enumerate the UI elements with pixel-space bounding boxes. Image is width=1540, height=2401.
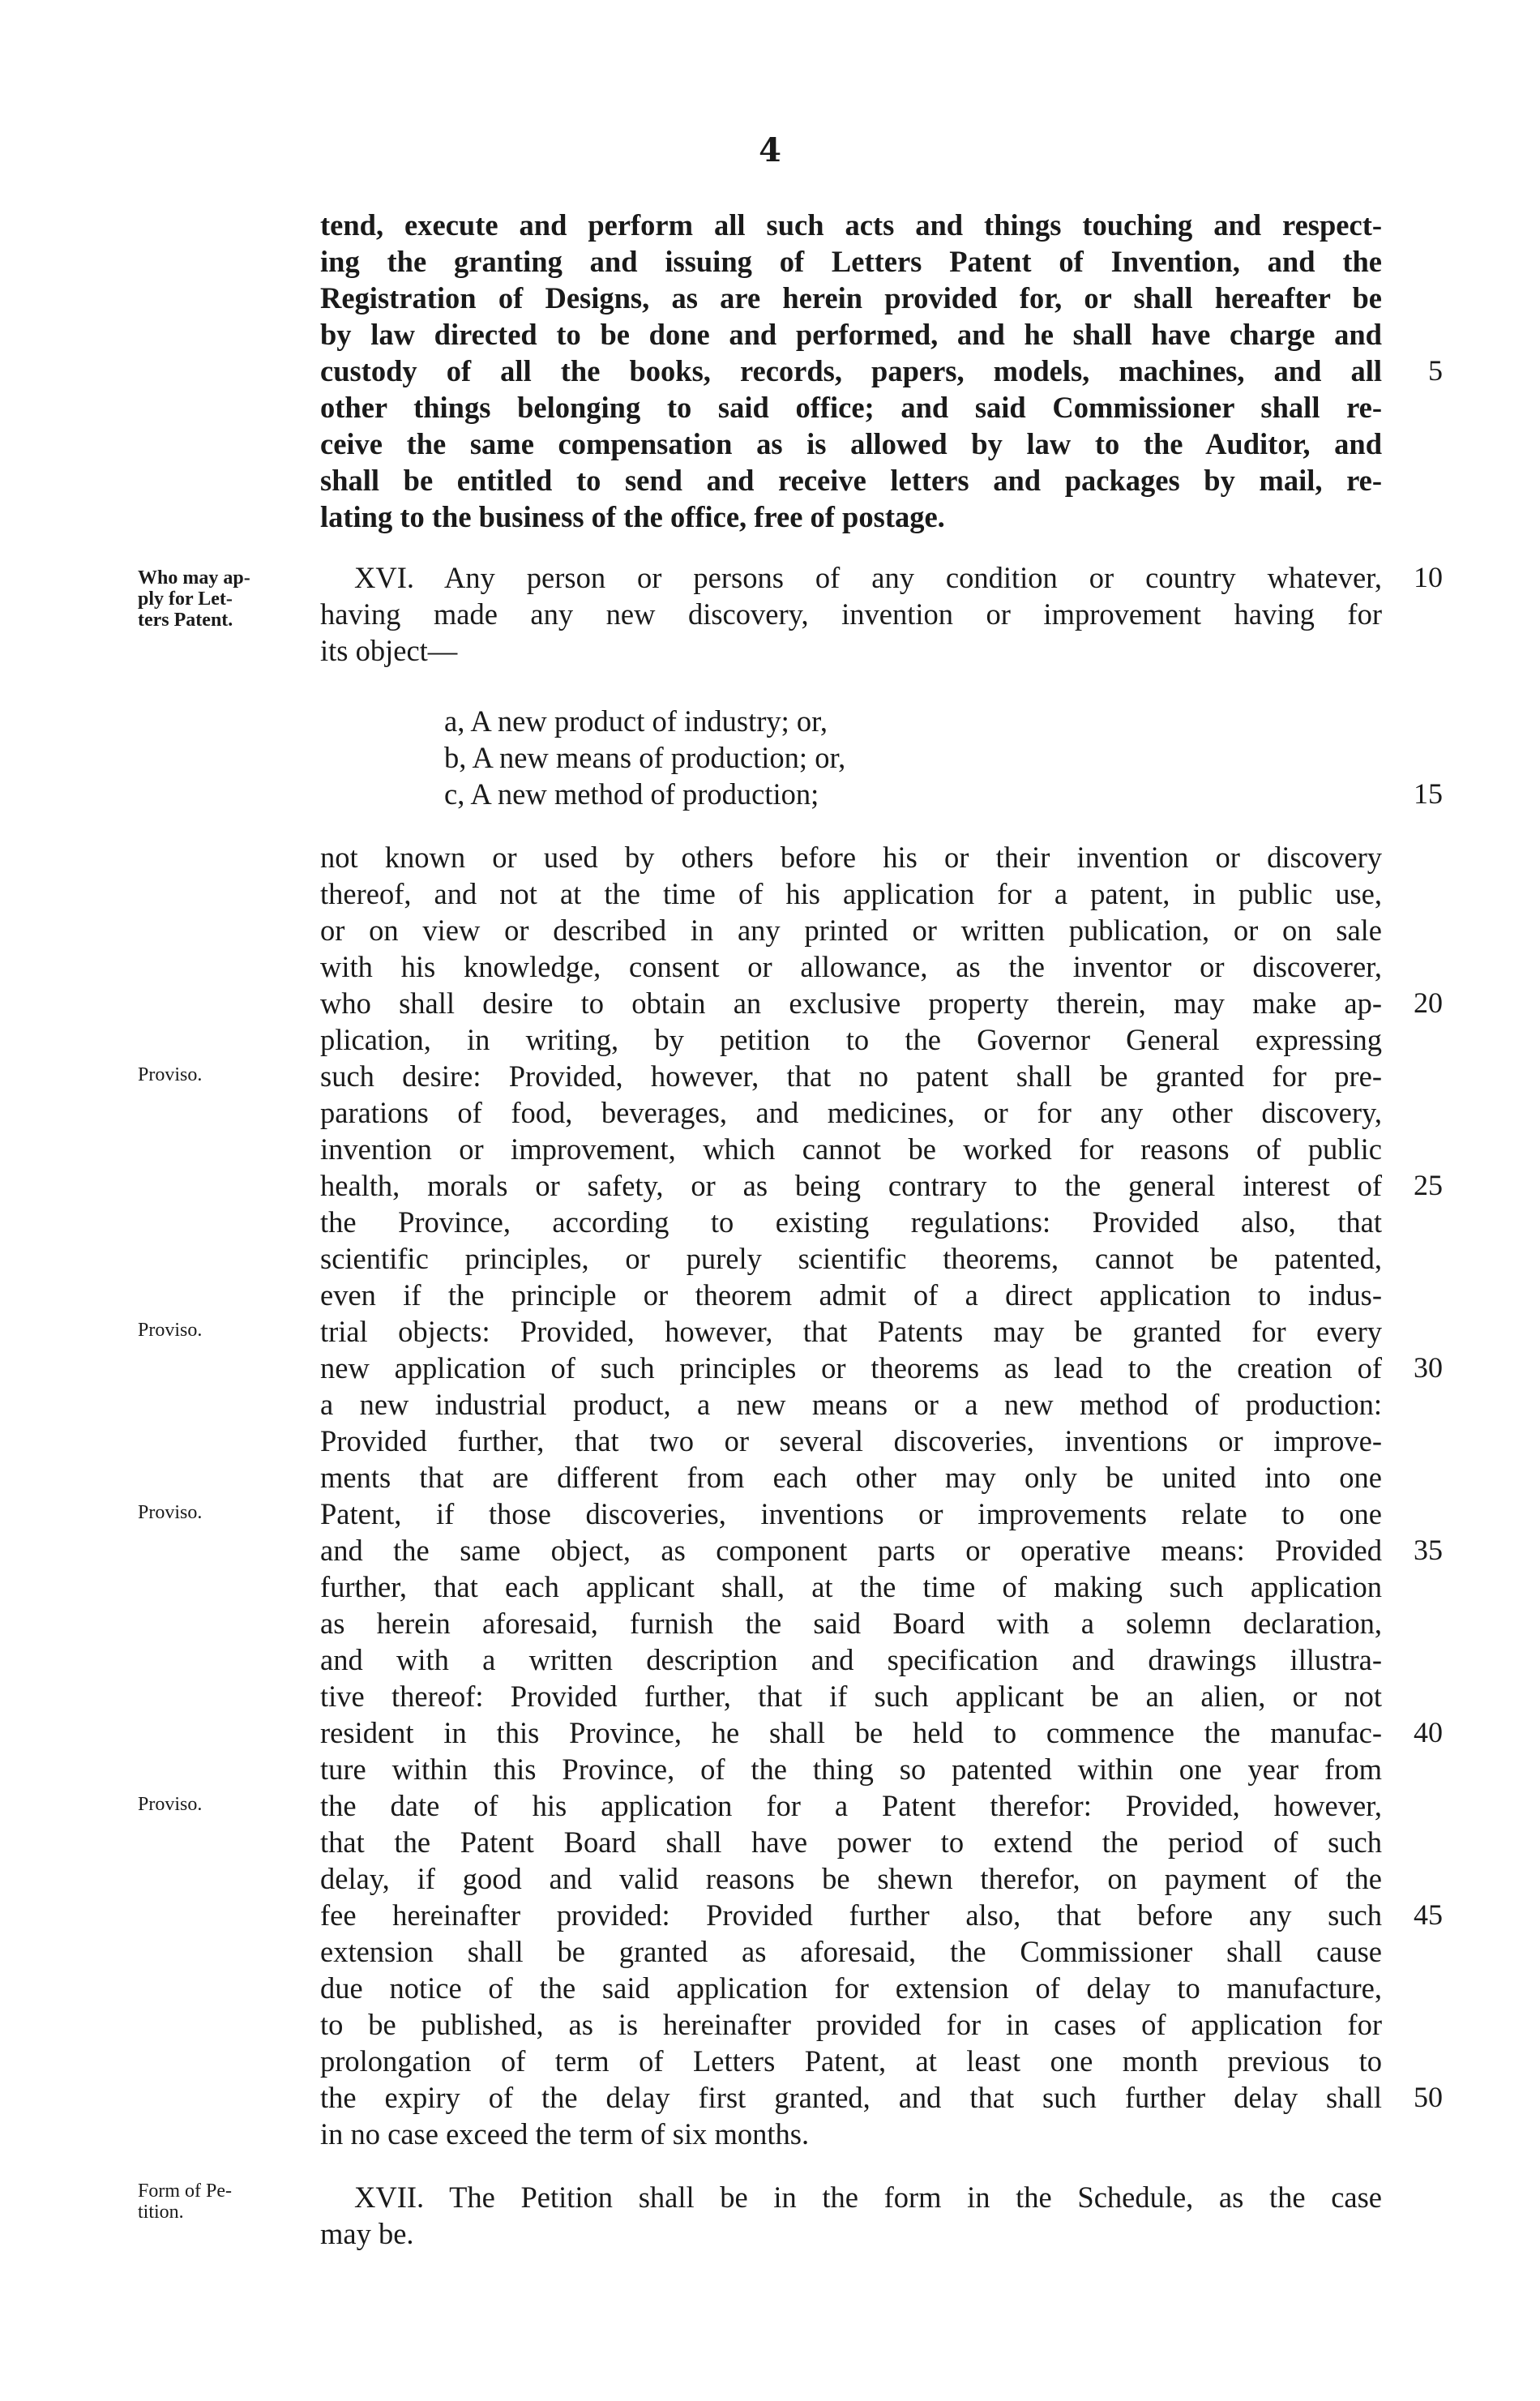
text-line: tive thereof: Provided further, that if such applicant be an alien, or not — [320, 1680, 1382, 1713]
text-line: ments that are different from each other may only be united into one — [320, 1461, 1382, 1494]
margin-note-line: Form of Pe- — [138, 2181, 232, 2202]
list-item: a, A new product of industry; or, — [444, 704, 828, 738]
text-line: trial objects: Provided, however, that Patents may be granted for every — [320, 1315, 1382, 1348]
text-line: a new industrial product, a new means or a new method of production: — [320, 1388, 1382, 1421]
text-line: who shall desire to obtain an exclusive property therein, may make ap- — [320, 987, 1382, 1020]
text-line: other things belonging to said office; and said Commissioner shall re- — [320, 391, 1382, 424]
text-line: Patent, if those discoveries, inventions or improvements relate to one — [320, 1497, 1382, 1530]
margin-note-line: tition. — [138, 2202, 184, 2223]
text-line: Registration of Designs, as are herein provided for, or shall hereafter be — [320, 281, 1382, 315]
text-line: scientific principles, or purely scientific theorems, cannot be patented, — [320, 1242, 1382, 1275]
text-line: ing the granting and issuing of Letters Patent of Invention, and the — [320, 245, 1382, 278]
text-line: may be. — [320, 2217, 414, 2250]
line-number: 50 — [1414, 2081, 1443, 2113]
line-number: 10 — [1414, 561, 1443, 593]
text-line: plication, in writing, by petition to the Governor General expressing — [320, 1023, 1382, 1056]
page-number: 4 — [759, 131, 781, 169]
line-number: 30 — [1414, 1351, 1443, 1384]
line-number: 40 — [1414, 1716, 1443, 1748]
text-line: not known or used by others before his or their invention or discovery — [320, 841, 1382, 874]
line-number: 25 — [1414, 1169, 1443, 1201]
text-line: even if the principle or theorem admit of a direct application to indus- — [320, 1278, 1382, 1312]
text-line: by law directed to be done and performed, and he shall have charge and — [320, 318, 1382, 351]
text-line: ture within this Province, of the thing so patented within one year from — [320, 1753, 1382, 1786]
text-line: or on view or described in any printed or written publication, or on sale — [320, 914, 1382, 947]
text-line: shall be entitled to send and receive letters and packages by mail, re- — [320, 464, 1382, 497]
margin-note-proviso: Proviso. — [138, 1794, 203, 1815]
text-line: its object— — [320, 634, 458, 667]
text-line: health, morals or safety, or as being contrary to the general interest of — [320, 1169, 1382, 1202]
text-line: Provided further, that two or several discoveries, inventions or improve- — [320, 1424, 1382, 1457]
line-number: 45 — [1414, 1898, 1443, 1931]
text-line: in no case exceed the term of six months. — [320, 2117, 810, 2151]
list-item: c, A new method of production; — [444, 777, 819, 811]
section-heading-line: XVI. Any person or persons of any condition or country whatever, — [354, 561, 1382, 594]
text-line: lating to the business of the office, free of postage. — [320, 500, 945, 533]
margin-note-line: Who may ap- — [138, 567, 250, 588]
line-number: 20 — [1414, 987, 1443, 1019]
text-line: resident in this Province, he shall be held to commence the manufac- — [320, 1716, 1382, 1749]
text-line: to be published, as is hereinafter provided for in cases of application for — [320, 2008, 1382, 2041]
text-line: the Province, according to existing regulations: Provided also, that — [320, 1205, 1382, 1239]
text-line: invention or improvement, which cannot be worked for reasons of public — [320, 1132, 1382, 1166]
line-number: 5 — [1428, 354, 1443, 387]
text-line: ceive the same compensation as is allowed by law to the Auditor, and — [320, 427, 1382, 460]
margin-note-proviso: Proviso. — [138, 1502, 203, 1523]
margin-note-who-may-apply — [138, 567, 308, 631]
text-line: tend, execute and perform all such acts and things touching and respect- — [320, 208, 1382, 242]
margin-note-line: ters Patent. — [138, 610, 233, 631]
text-line: prolongation of term of Letters Patent, at least one month previous to — [320, 2044, 1382, 2078]
text-line: further, that each applicant shall, at the time of making such application — [320, 1570, 1382, 1603]
list-item: b, A new means of production; or, — [444, 741, 846, 774]
text-line: and with a written description and specification and drawings illustra- — [320, 1643, 1382, 1676]
margin-note-form-of-petition — [138, 2181, 308, 2223]
text-line: that the Patent Board shall have power to extend the period of such — [320, 1825, 1382, 1859]
text-line: having made any new discovery, invention or improvement having for — [320, 597, 1382, 631]
text-line: the expiry of the delay first granted, and that such further delay shall — [320, 2081, 1382, 2114]
text-line: custody of all the books, records, papers, models, machines, and all — [320, 354, 1382, 387]
margin-note-line: ply for Let- — [138, 588, 233, 610]
text-line: delay, if good and valid reasons be shewn therefor, on payment of the — [320, 1862, 1382, 1895]
section-heading-line: XVII. The Petition shall be in the form in the Schedule, as the case — [354, 2181, 1382, 2214]
text-line: as herein aforesaid, furnish the said Board with a solemn declaration, — [320, 1607, 1382, 1640]
text-line: new application of such principles or theorems as lead to the creation of — [320, 1351, 1382, 1385]
text-line: with his knowledge, consent or allowance, as the inventor or discoverer, — [320, 950, 1382, 983]
text-line: the date of his application for a Patent therefor: Provided, however, — [320, 1789, 1382, 1822]
text-line: due notice of the said application for extension of delay to manufacture, — [320, 1971, 1382, 2005]
margin-note-proviso: Proviso. — [138, 1064, 203, 1085]
text-line: thereof, and not at the time of his application for a patent, in public use, — [320, 877, 1382, 910]
text-line: parations of food, beverages, and medicines, or for any other discovery, — [320, 1096, 1382, 1129]
text-line: fee hereinafter provided: Provided further also, that before any such — [320, 1898, 1382, 1932]
text-line: such desire: Provided, however, that no patent shall be granted for pre- — [320, 1059, 1382, 1093]
text-line: and the same object, as component parts or operative means: Provided — [320, 1534, 1382, 1567]
line-number: 35 — [1414, 1534, 1443, 1566]
line-number: 15 — [1414, 777, 1443, 810]
text-line: extension shall be granted as aforesaid, the Commissioner shall cause — [320, 1935, 1382, 1968]
margin-note-proviso: Proviso. — [138, 1320, 203, 1341]
